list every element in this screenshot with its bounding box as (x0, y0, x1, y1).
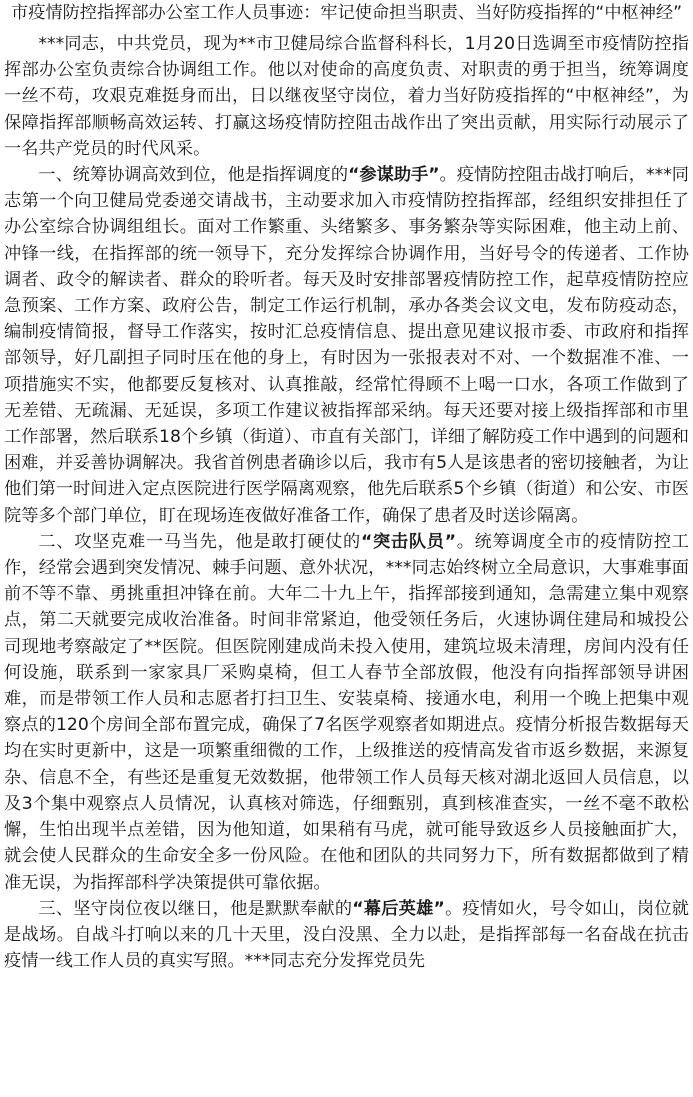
intro-paragraph (4, 31, 689, 162)
section-2-text: 。统筹调度全市的疫情防控工作，经常会遇到突发情况、棘手问题、意外状况，***同志始终树立全局意识，大事难事面前不等不靠、勇挑重担冲锋在前。大年二十九上午，指挥部接到通知，急需建立集中观察点，第二天就要完成收治准备。时间非常紧迫，他受领任务后，火速协调住建局和城投公司现地考察敲定了**医院。但医院刚建成尚未投入使用，建筑垃圾未清理，房间内没有任何设施，联系到一家家具厂采购桌椅，但工人春节全部放假，他没有向指挥部领导讲困难，而是带领工作人员和志愿者打扫卫生、安装桌椅、接通水电，利用一个晚上把集中观察点的120个房间全部布置完成，确保了7名医学观察者如期进点。疫情分析报告数据每天均在实时更新中，这是一项繁重细微的工作，上级推送的疫情高发省市返乡数据，来源复杂、信息不全，有些还是重复无效数据，他带领工作人员每天核对湖北返回人员信息，以及3个集中观察点人员情况，认真核对筛选，仔细甄别，真到核准查实，一丝不毫不敢松懈，生怕出现半点差错，因为他知道，如果稍有马虎，就可能导致返乡人员接触面扩大，就会使人民群众的生命安全多一份风险。在他和团队的共同努力下，所有数据都做到了精准无误，为指挥部科学决策提供可靠依据。 (4, 531, 689, 893)
section-1-text: 。疫情防控阻击战打响后，***同志第一个向卫健局党委递交请战书，主动要求加入市疫情防控指挥部，经组织安排担任了办公室综合协调组组长。面对工作繁重、头绪繁多、事务繁杂等实际困难，他主动上前、冲锋一线，在指挥部的统一领导下，充分发挥综合协调作用，当好号令的传递者、工作协调者、政令的解读者、群众的聆听者。每天及时安排部署疫情防控工作，起草疫情防控应急预案、工作方案、政府公告，制定工作运行机制，承办各类会议文电，发布防疫动态，编制疫情简报，督导工作落实，按时汇总疫情信息、提出意见建议报市委、市政府和指挥部领导，好几副担子同时压在他的身上，有时因为一张报表对不对、一个数据准不准、一项措施实不实，他都要反复核对、认真推敲，经常忙得顾不上喝一口水，各项工作做到了无差错、无疏漏、无延误，多项工作建议被指挥部采纳。每天还要对接上级指挥部和市里工作部署，然后联系18个乡镇（街道）、市直有关部门，详细了解防疫工作中遇到的问题和困难，并妥善协调解决。我省首例患者确诊以后，我市有5人是该患者的密切接触者，为让他们第一时间进入定点医院进行医学隔离观察，他先后联系5个乡镇（街道）和公安、市医院等多个部门单位，盯在现场连夜做好准备工作，确保了患者及时送诊隔离。 (4, 165, 689, 526)
section-3-lead: 三、坚守岗位夜以继日，他是默默奉献的 (38, 898, 353, 919)
section-3-text: 。疫情如火，号令如山，岗位就是战场。自战斗打响以来的几十天里，没白没黑、全力以赴，是指挥部每一名奋战在抗击疫情一线工作人员的真实写照。***同志充分发挥党员先 (4, 898, 689, 972)
section-1-lead: 一、统筹协调高效到位，他是指挥调度的 (38, 165, 349, 186)
section-3-paragraph (4, 896, 689, 975)
intro-text: ***同志，中共党员，现为**市卫健局综合监督科科长，1月20日选调至市疫情防控指挥部办公室负责综合协调组工作。他以对使命的高度负责、对职责的勇于担当，统筹调度一丝不苟，攻艰克难挺身而出，日以继夜坚守岗位，着力当好防疫指挥的“中枢神经”，为保障指挥部顺畅高效运转、打赢这场疫情防控阻击战作出了突出贡献，用实际行动展示了一名共产党员的时代风采。 (4, 34, 689, 159)
section-2-paragraph (4, 529, 689, 896)
section-2-highlight: “突击队员” (360, 531, 456, 552)
section-3-highlight: “幕后英雄” (352, 898, 445, 919)
section-1-highlight: “参谋助手” (348, 165, 440, 186)
article-title: 市疫情防控指挥部办公室工作人员事迹：牢记使命担当职责、当好防疫指挥的“中枢神经” (11, 3, 682, 23)
section-2-lead: 二、攻坚克难一马当先，他是敢打硬仗的 (38, 531, 361, 552)
section-1-paragraph (4, 162, 689, 529)
